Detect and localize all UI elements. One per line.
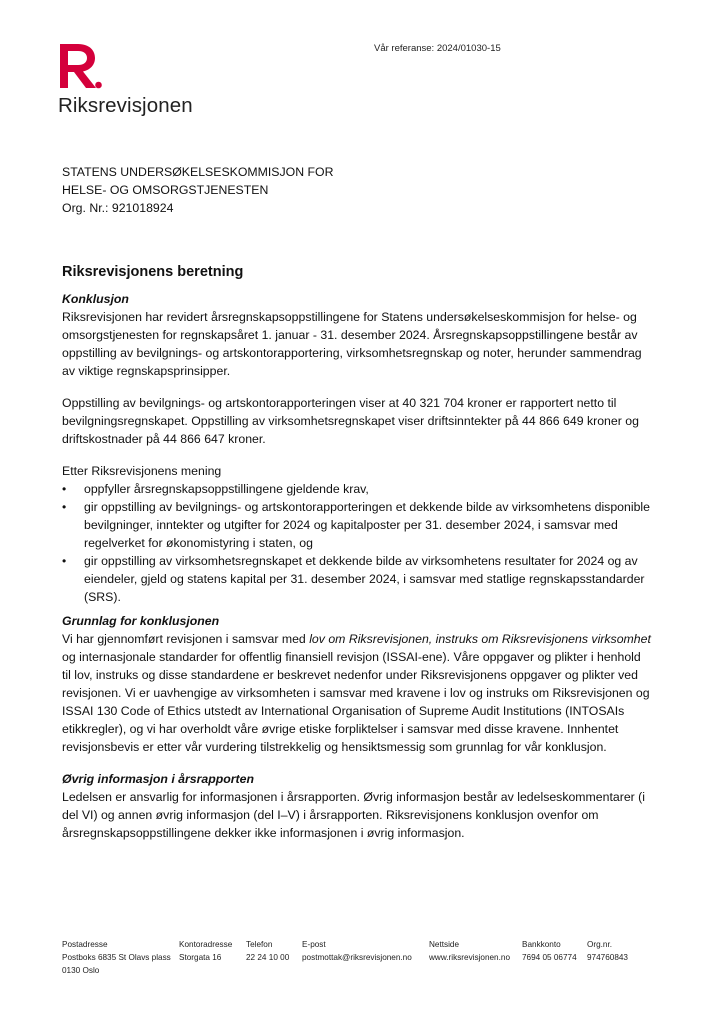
- reference-number: Vår referanse: 2024/01030-15: [374, 43, 501, 54]
- footer-value: Storgata 16: [179, 953, 222, 962]
- footer-epost: [302, 938, 412, 964]
- conclusion-heading: Konklusjon: [62, 292, 129, 306]
- footer-value: 974760843: [587, 953, 628, 962]
- footer-label: Postadresse: [62, 940, 108, 949]
- basis-law-reference: lov om Riksrevisjonen, instruks om Riksrevisjonens virksomhet: [309, 632, 651, 646]
- footer-label: E-post: [302, 940, 326, 949]
- opinion-bullet-2: • gir oppstilling av bevilgnings- og artskontorapporteringen et dekkende bilde av virksomhetens disponible bevilgninger, inntekter og utgifter for 2024 og kapitalposter per 31. desember 2024, i samsvar med regelverket for økonomistyring i staten, og: [62, 498, 652, 552]
- recipient-line-1: STATENS UNDERSØKELSESKOMMISJON FOR: [62, 165, 334, 179]
- opinion-list: [62, 480, 652, 606]
- recipient-address: [62, 163, 333, 217]
- basis-paragraph: [62, 630, 652, 756]
- riksrevisjonen-logo-icon: [58, 42, 104, 92]
- recipient-line-2: HELSE- OG OMSORGSTJENESTEN: [62, 183, 269, 197]
- basis-text-start: Vi har gjennomført revisjonen i samsvar med: [62, 632, 310, 646]
- footer-value: Postboks 6835 St Olavs plass: [62, 953, 171, 962]
- footer-kontoradresse: [179, 938, 232, 964]
- opinion-bullet-3: • gir oppstilling av virksomhetsregnskapet et dekkende bilde av virksomhetens resultater for 2024 og av eiendeler, gjeld og statens kapital per 31. desember 2024, i samsvar med statlige regnskapsstandarder (SRS).: [62, 552, 652, 606]
- opinion-intro: Etter Riksrevisjonens mening: [62, 464, 222, 478]
- basis-heading: Grunnlag for konklusjonen: [62, 614, 220, 628]
- other-info-heading: Øvrig informasjon i årsrapporten: [62, 772, 255, 786]
- conclusion-paragraph-2: Oppstilling av bevilgnings- og artskontorapporteringen viser at 40 321 704 kroner er rapportert netto til bevilgningsregnskapet. Oppstilling av virksomhetsregnskapet viser driftsinntekter på 44 866 649 kroner og driftskostnader på 44 866 647 kroner.: [62, 396, 639, 446]
- basis-text-end: og internasjonale standarder for offentlig finansiell revisjon (ISSAI-ene). Våre oppgaver og plikter i henhold til lov, instruks og disse standardene er beskrevet nedenfor under Riksrevisjonens oppgaver og plikter ved revisjonen. Vi er uavhengige av virksomheten i samsvar med kravene i lov og instruks om Riksrevisjonen og ISSAI 130 Code of Ethics utstedt av International Organisation of Supreme Audit Institutions (INTOSAIs etikkregler), og vi har overholdt våre øvrige etiske forpliktelser i samsvar med disse kravene. Innhentet revisjonsbevis er etter vår vurdering tilstrekkelig og hensiktsmessig som grunnlag for vår konklusjon.: [62, 650, 650, 754]
- footer-label: Telefon: [246, 940, 273, 949]
- recipient-org-number: Org. Nr.: 921018924: [62, 201, 174, 215]
- footer-label: Kontoradresse: [179, 940, 233, 949]
- footer-nettside: [429, 938, 510, 964]
- footer-telefon: [246, 938, 289, 964]
- footer-label: Bankkonto: [522, 940, 561, 949]
- footer-website-link[interactable]: www.riksrevisjonen.no: [429, 953, 510, 962]
- other-info-paragraph: Ledelsen er ansvarlig for informasjonen i årsrapporten. Øvrig informasjon består av ledelseskommentarer (i del VI) og annen øvrig informasjon (del I–V) i årsrapporten. Riksrevisjonens konklusjon ovenfor om årsregnskapsoppstillingene dekker ikke informasjonen i øvrig informasjon.: [62, 790, 646, 840]
- report-body: [62, 262, 652, 842]
- footer-bankkonto: [522, 938, 577, 964]
- opinion-bullet-1: • oppfyller årsregnskapsoppstillingene gjeldende krav,: [62, 480, 652, 498]
- footer-value: 7694 05 06774: [522, 953, 577, 962]
- report-title: Riksrevisjonens beretning: [62, 264, 244, 280]
- logo: [58, 42, 193, 117]
- conclusion-paragraph-1: Riksrevisjonen har revidert årsregnskapsoppstillingene for Statens undersøkelseskommisjon for helse- og omsorgstjenesten for regnskapsåret 1. januar - 31. desember 2024. Årsregnskapsoppstillingene består av oppstilling av bevilgnings- og artskontorapportering, virksomhetsregnskap og noter, herunder sammendrag av viktige regnskapsprinsipper.: [62, 310, 642, 378]
- footer-email-link[interactable]: postmottak@riksrevisjonen.no: [302, 953, 412, 962]
- footer-value: 0130 Oslo: [62, 966, 100, 975]
- logo-wordmark: Riksrevisjonen: [58, 94, 193, 117]
- footer-label: Nettside: [429, 940, 460, 949]
- footer-label: Org.nr.: [587, 940, 613, 949]
- footer-postadresse: [62, 938, 171, 977]
- footer-orgnr: [587, 938, 628, 964]
- footer-value: 22 24 10 00: [246, 953, 290, 962]
